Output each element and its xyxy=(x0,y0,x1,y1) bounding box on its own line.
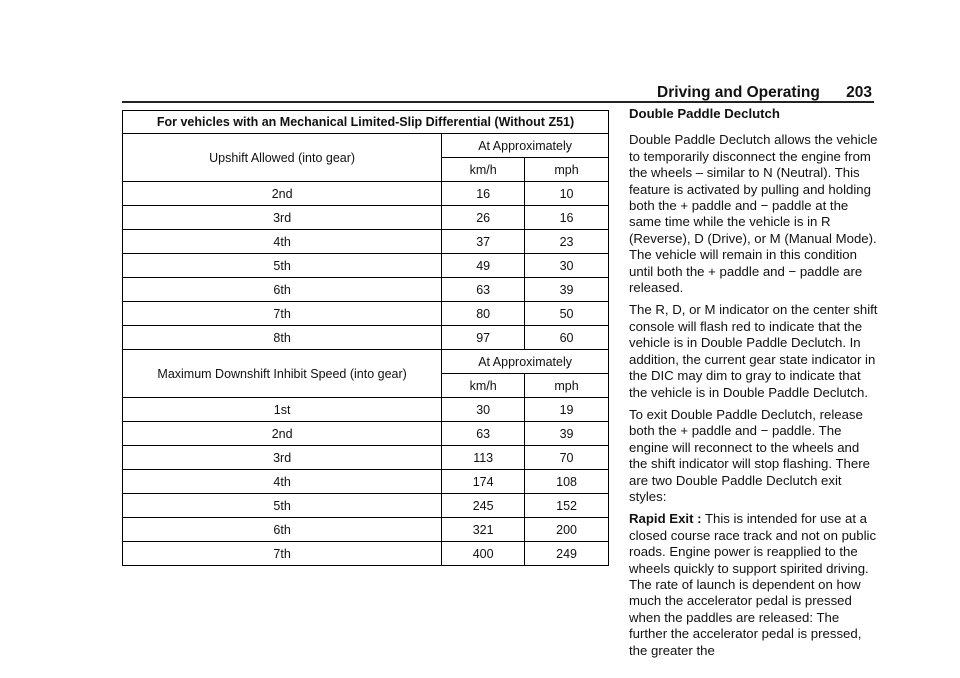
mph-cell: 16 xyxy=(525,206,609,230)
paragraph xyxy=(629,511,879,659)
gear-cell: 1st xyxy=(123,398,442,422)
gear-cell: 5th xyxy=(123,494,442,518)
mph-cell: 200 xyxy=(525,518,609,542)
gear-cell: 7th xyxy=(123,302,442,326)
gear-cell: 4th xyxy=(123,470,442,494)
kmh-cell: 97 xyxy=(442,326,525,350)
mph-cell: 249 xyxy=(525,542,609,566)
paragraph: The R, D, or M indicator on the center shift console will flash red to indicate that the vehicle is in Double Paddle Declutch. In addition, the current gear state indicator in the DIC may dim to gray to indicate that the vehicle is in Double Paddle Declutch. xyxy=(629,302,878,400)
gear-cell: 6th xyxy=(123,518,442,542)
section-heading: Double Paddle Declutch xyxy=(629,106,780,121)
table-row xyxy=(123,326,609,350)
page-number: 203 xyxy=(846,84,872,101)
mph-cell: 30 xyxy=(525,254,609,278)
paragraph: To exit Double Paddle Declutch, release both the + paddle and − paddle. The engine will reconnect to the wheels and the shift indicator will stop flashing. There are two Double Paddle Declutch exit styles: xyxy=(629,406,870,504)
mph-cell: 50 xyxy=(525,302,609,326)
kmh-cell: 245 xyxy=(442,494,525,518)
table-row xyxy=(123,470,609,494)
downshift-unit-kmh: km/h xyxy=(442,374,525,398)
section-title: Driving and Operating xyxy=(657,84,820,101)
gear-cell: 3rd xyxy=(123,206,442,230)
table-row xyxy=(123,206,609,230)
table-row xyxy=(123,254,609,278)
kmh-cell: 321 xyxy=(442,518,525,542)
table-row xyxy=(123,446,609,470)
table-row xyxy=(123,542,609,566)
kmh-cell: 174 xyxy=(442,470,525,494)
gear-cell: 3rd xyxy=(123,446,442,470)
table-row xyxy=(123,422,609,446)
table-row xyxy=(123,398,609,422)
gear-cell: 6th xyxy=(123,278,442,302)
table-row xyxy=(123,494,609,518)
mph-cell: 39 xyxy=(525,278,609,302)
paragraph: Double Paddle Declutch allows the vehicle to temporarily disconnect the engine from the wheels – similar to N (Neutral). This feature is activated by pulling and holding both the + paddle and − paddle at the same time while the vehicle is in R (Reverse), D (Drive), or M (Manual Mode). The vehicle will remain in this condition until both the + paddle and − paddle are released. xyxy=(629,132,878,296)
upshift-label: Upshift Allowed (into gear) xyxy=(123,134,442,182)
gear-cell: 5th xyxy=(123,254,442,278)
rapid-exit-label: Rapid Exit : xyxy=(629,511,702,527)
mph-cell: 39 xyxy=(525,422,609,446)
mph-cell: 23 xyxy=(525,230,609,254)
table-title: For vehicles with an Mechanical Limited-Slip Differential (Without Z51) xyxy=(123,111,609,134)
kmh-cell: 37 xyxy=(442,230,525,254)
kmh-cell: 113 xyxy=(442,446,525,470)
kmh-cell: 30 xyxy=(442,398,525,422)
table-row xyxy=(123,182,609,206)
mph-cell: 108 xyxy=(525,470,609,494)
upshift-unit-mph: mph xyxy=(525,158,609,182)
downshift-unit-mph: mph xyxy=(525,374,609,398)
upshift-unit-kmh: km/h xyxy=(442,158,525,182)
header-rule xyxy=(122,101,874,103)
table-row xyxy=(123,278,609,302)
mph-cell: 10 xyxy=(525,182,609,206)
mph-cell: 60 xyxy=(525,326,609,350)
kmh-cell: 63 xyxy=(442,422,525,446)
kmh-cell: 63 xyxy=(442,278,525,302)
gear-cell: 2nd xyxy=(123,182,442,206)
mph-cell: 70 xyxy=(525,446,609,470)
kmh-cell: 16 xyxy=(442,182,525,206)
gear-cell: 7th xyxy=(123,542,442,566)
rapid-exit-text: This is intended for use at a closed course race track and not on public roads. Engine power is reapplied to the wheels quickly to support spirited driving. The rate of launch is dependent on how much the accelerator pedal is pressed when the paddles are released: The further the accelerator pedal is pressed, the greater the xyxy=(629,511,877,658)
kmh-cell: 49 xyxy=(442,254,525,278)
gear-cell: 4th xyxy=(123,230,442,254)
shift-speed-table xyxy=(122,110,609,566)
mph-cell: 152 xyxy=(525,494,609,518)
table-row xyxy=(123,518,609,542)
kmh-cell: 400 xyxy=(442,542,525,566)
kmh-cell: 26 xyxy=(442,206,525,230)
upshift-at-approx: At Approximately xyxy=(442,134,609,158)
gear-cell: 8th xyxy=(123,326,442,350)
mph-cell: 19 xyxy=(525,398,609,422)
table-row xyxy=(123,230,609,254)
gear-cell: 2nd xyxy=(123,422,442,446)
kmh-cell: 80 xyxy=(442,302,525,326)
right-column xyxy=(629,106,879,665)
page-header xyxy=(657,84,872,102)
downshift-label: Maximum Downshift Inhibit Speed (into gear) xyxy=(123,350,442,398)
downshift-at-approx: At Approximately xyxy=(442,350,609,374)
table-row xyxy=(123,302,609,326)
